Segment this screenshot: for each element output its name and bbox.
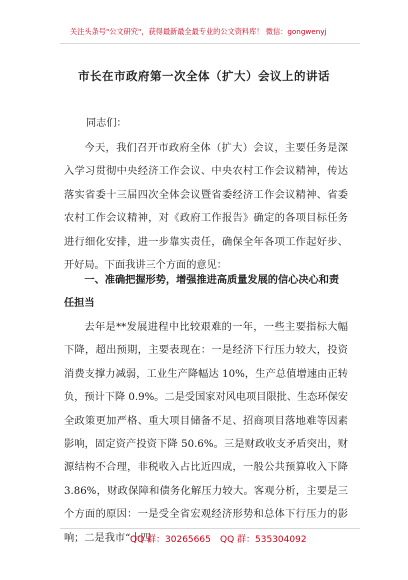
section-1-heading: [64, 269, 348, 316]
document-title: 市长在市政府第一次全体（扩大）会议上的讲话: [78, 69, 330, 83]
paragraph-2: 去年是**发展进程中比较艰难的一年，一些主要指标大幅下降，超出预期，主要表现在：一是经济下行压力较大，投资消费支撑力减弱，工业生产降幅达 10%，生产总值增速由正转负，预计下降 0.9%。二是受国家对风电项目限批、生态环保安全政策更加严格、重大项目储备不足、招商项目落地难等因素影响，固定资产投资下降 50.6%。三是财政收支矛盾突出，财源结构不合理，非税收入占比近四成，一般公共预算收入下降 3.86%，财政保障和债务化解压力较大。客观分析，主要是三个方面的原因：一是受全省宏观经济形势和总体下行压力的影响；二是我市“十四: [64, 322, 348, 544]
paragraph-1-block: [64, 137, 348, 277]
greeting: 同志们：: [86, 118, 127, 129]
section-1-heading-text: 一、准确把握形势，增强推进高质量发展的信心决心和责任担当: [64, 274, 340, 310]
footer-qq-group-2: QQ 群：535304092: [220, 535, 307, 545]
footer-qq-group-1: QQ 群：30265665: [130, 535, 211, 545]
footer-divider: [60, 528, 360, 529]
header-banner: 关注头条号"公文研究"，获得最新最全最专业的公文资料库！ 微信：gongwenyj: [70, 27, 327, 36]
paragraph-2-block: [64, 316, 348, 550]
paragraph-1: 今天，我们召开市政府全体（扩大）会议，主要任务是深入学习贯彻中央经济工作会议、中央农村工作会议精神，传达落实省委十三届四次全体会议暨省委经济工作会议精神、省委农村工作会议精神，对《政府工作报告》确定的各项目标任务进行细化安排，进一步靠实责任，确保全年各项工作起好步、开好局。下面我讲三个方面的意见：: [64, 143, 348, 272]
header-divider: [60, 43, 360, 44]
